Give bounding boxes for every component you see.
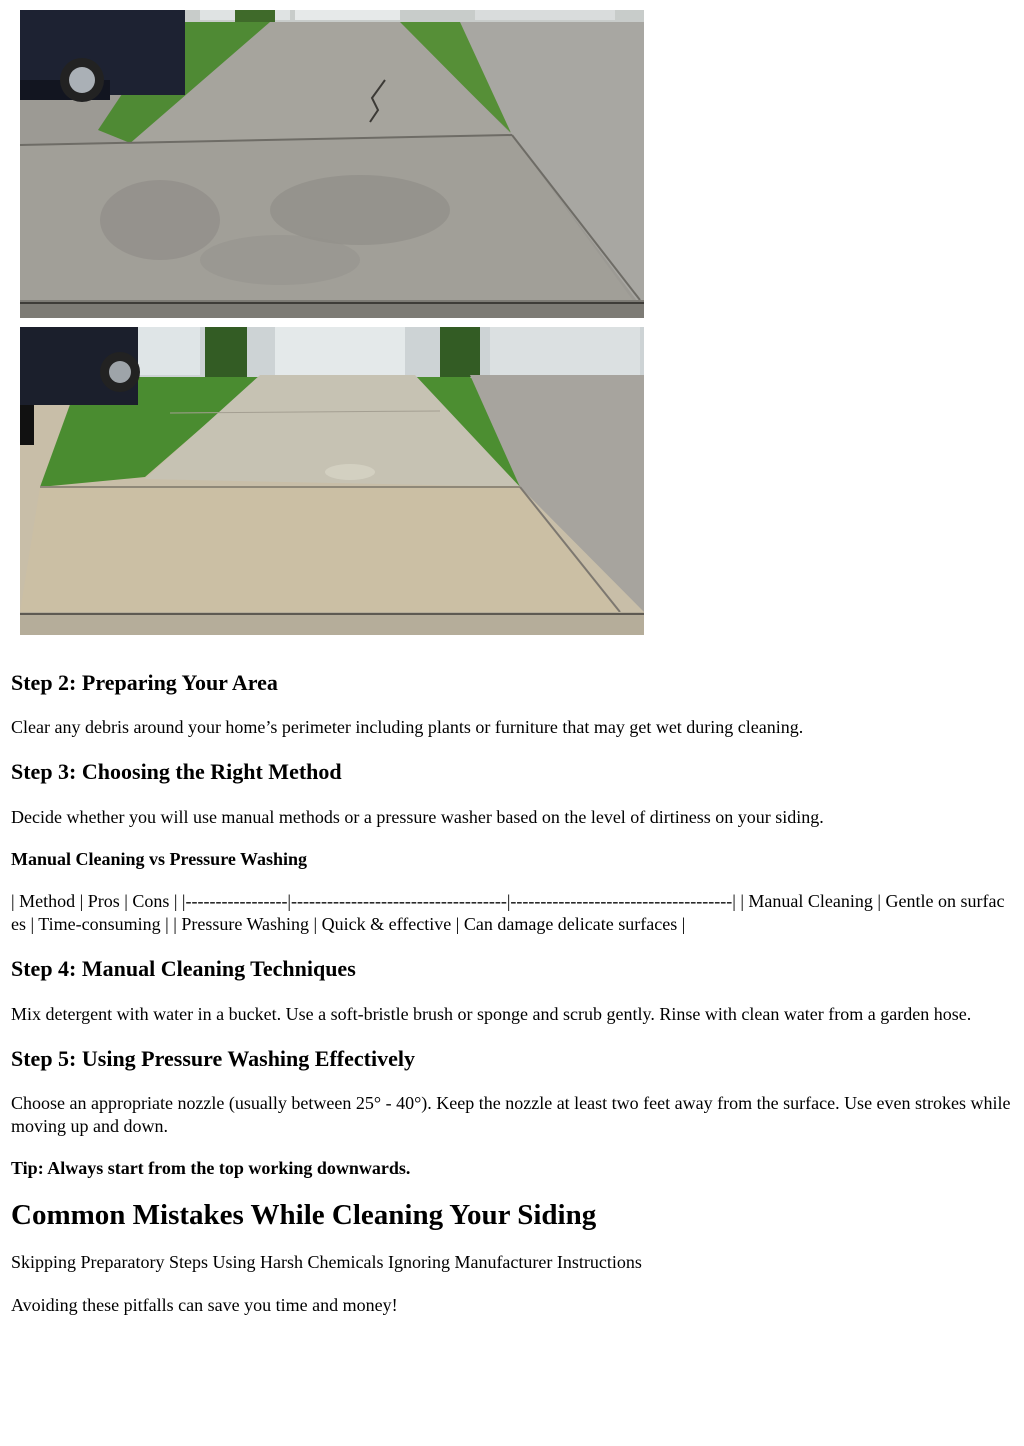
step-4-heading: Step 4: Manual Cleaning Techniques bbox=[11, 956, 356, 982]
step-2-text: Clear any debris around your home’s perimeter including plants or furniture that may get wet during cleaning. bbox=[11, 717, 804, 738]
comparison-table-text: | Method | Pros | Cons | |-----------------|------------------------------------|-------------------------------------| | Manual Cleaning | Gentle on surfaces | Time-consuming | | Pressure Washing | Quick & effective | Can damage delicate surfaces | bbox=[11, 891, 1005, 935]
comparison-heading: Manual Cleaning vs Pressure Washing bbox=[11, 848, 308, 869]
step-5-text: Choose an appropriate nozzle (usually between 25° - 40°). Keep the nozzle at least two feet away from the surface. Use even strokes while moving up and down. bbox=[11, 1093, 1011, 1137]
step-5-heading: Step 5: Using Pressure Washing Effectively bbox=[11, 1045, 415, 1071]
step-3-heading: Step 3: Choosing the Right Method bbox=[11, 759, 342, 785]
mistakes-closing: Avoiding these pitfalls can save you time and money! bbox=[11, 1295, 398, 1316]
driveway-after-photo bbox=[20, 327, 644, 635]
driveway-before-photo bbox=[20, 10, 644, 318]
mistakes-list: Skipping Preparatory Steps Using Harsh Chemicals Ignoring Manufacturer Instructions bbox=[11, 1252, 642, 1273]
step-4-text: Mix detergent with water in a bucket. Use a soft-bristle brush or sponge and scrub gently. Rinse with clean water from a garden hose. bbox=[11, 1003, 972, 1024]
tip-text: Tip: Always start from the top working downwards. bbox=[11, 1158, 411, 1179]
driveway-before-image bbox=[20, 10, 644, 318]
mistakes-heading: Common Mistakes While Cleaning Your Siding bbox=[11, 1199, 597, 1232]
article-content bbox=[11, 664, 1011, 1337]
step-2-heading: Step 2: Preparing Your Area bbox=[11, 670, 278, 695]
driveway-after-image bbox=[20, 327, 644, 635]
step-3-text: Decide whether you will use manual methods or a pressure washer based on the level of dirtiness on your siding. bbox=[11, 806, 824, 827]
